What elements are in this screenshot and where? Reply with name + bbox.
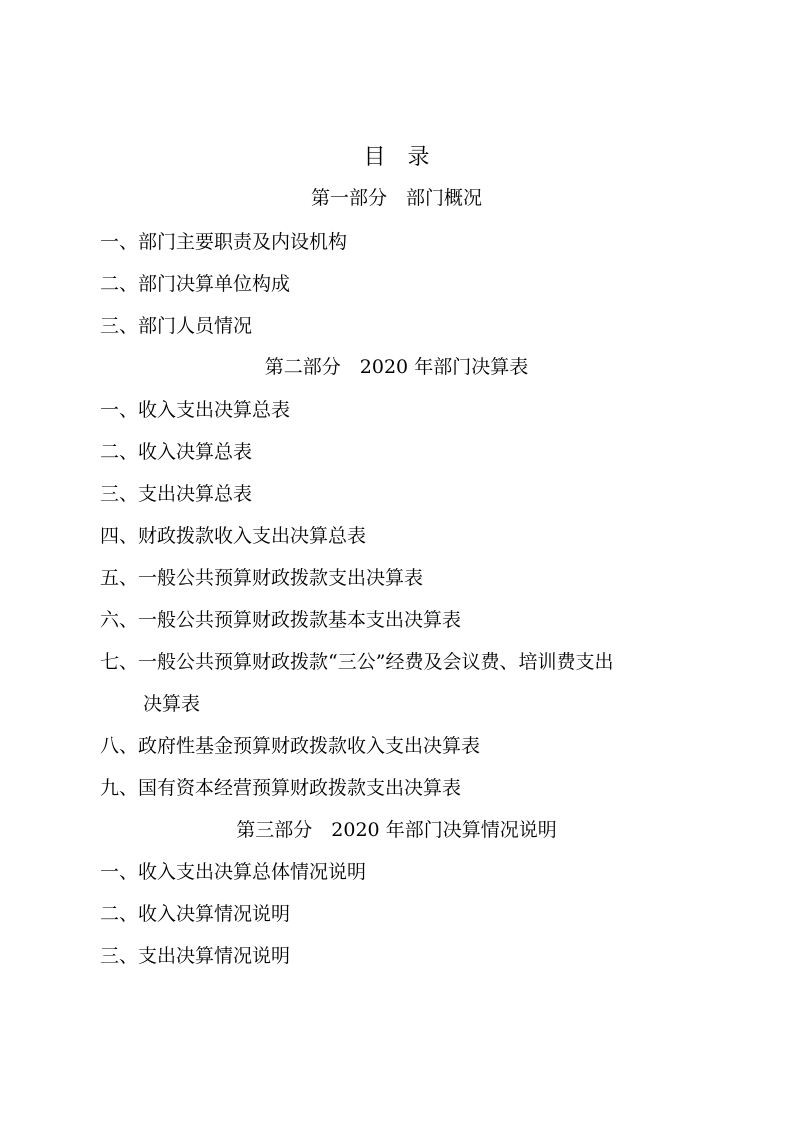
item-number: 八、 bbox=[100, 735, 139, 757]
toc-item bbox=[100, 479, 700, 506]
part-2-heading: 第二部分 2020 年部门决算表 bbox=[264, 356, 529, 378]
part-3-heading: 第三部分 2020 年部门决算情况说明 bbox=[236, 819, 557, 841]
toc-item bbox=[100, 731, 700, 758]
item-number: 三、 bbox=[100, 945, 139, 967]
toc-item bbox=[100, 395, 700, 422]
item-number: 二、 bbox=[100, 903, 139, 925]
toc-item bbox=[100, 437, 700, 464]
item-text: 一般公共预算财政拨款基本支出决算表 bbox=[138, 609, 462, 631]
item-number: 一、 bbox=[100, 231, 139, 253]
item-number: 三、 bbox=[100, 315, 139, 337]
item-number: 三、 bbox=[100, 483, 139, 505]
item-number: 二、 bbox=[100, 273, 139, 295]
toc-item bbox=[100, 227, 700, 254]
part-1-heading: 第一部分 部门概况 bbox=[310, 187, 482, 209]
item-text: 支出决算总表 bbox=[138, 483, 253, 505]
item-text: 部门主要职责及内设机构 bbox=[138, 231, 348, 253]
item-text: 部门决算单位构成 bbox=[138, 273, 291, 295]
item-text: 国有资本经营预算财政拨款支出决算表 bbox=[138, 777, 462, 799]
item-text-continuation: 决算表 bbox=[143, 693, 201, 715]
item-text: 一般公共预算财政拨款支出决算表 bbox=[138, 567, 424, 589]
item-number: 五、 bbox=[100, 567, 139, 589]
item-text: 政府性基金预算财政拨款收入支出决算表 bbox=[138, 735, 481, 757]
item-number: 二、 bbox=[100, 441, 139, 463]
toc-item bbox=[100, 647, 700, 674]
toc-item bbox=[100, 605, 700, 632]
toc-item bbox=[100, 773, 700, 800]
toc-item bbox=[100, 899, 700, 926]
item-text: 收入支出决算总体情况说明 bbox=[138, 861, 367, 883]
toc-item bbox=[100, 269, 700, 296]
item-number: 九、 bbox=[100, 777, 139, 799]
item-text: 收入决算情况说明 bbox=[138, 903, 291, 925]
item-number: 七、 bbox=[100, 651, 139, 673]
item-number: 六、 bbox=[100, 609, 139, 631]
item-text: 收入决算总表 bbox=[138, 441, 253, 463]
toc-item bbox=[100, 857, 700, 884]
toc-item bbox=[100, 311, 700, 338]
toc-title: 目 录 bbox=[363, 145, 430, 170]
item-text: 收入支出决算总表 bbox=[138, 399, 291, 421]
item-text: 支出决算情况说明 bbox=[138, 945, 291, 967]
toc-item bbox=[100, 941, 700, 968]
toc-item bbox=[100, 563, 700, 590]
item-number: 四、 bbox=[100, 525, 139, 547]
item-text: 财政拨款收入支出决算总表 bbox=[138, 525, 367, 547]
toc-item bbox=[100, 521, 700, 548]
item-text: 一般公共预算财政拨款“三公”经费及会议费、培训费支出 bbox=[138, 651, 614, 673]
item-number: 一、 bbox=[100, 861, 139, 883]
item-text: 部门人员情况 bbox=[138, 315, 253, 337]
item-number: 一、 bbox=[100, 399, 139, 421]
